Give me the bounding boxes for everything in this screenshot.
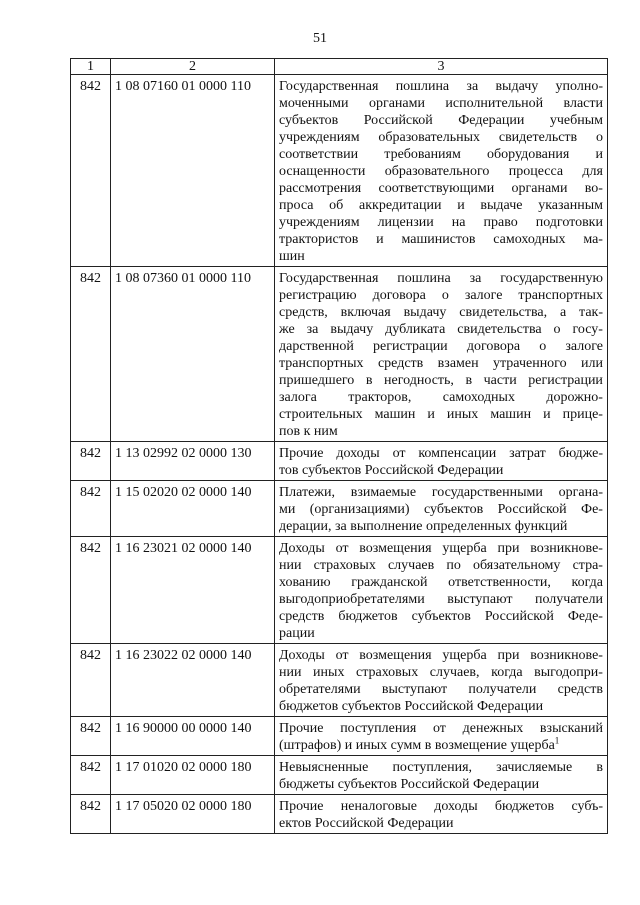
word: так- <box>579 305 603 320</box>
word: и <box>376 232 384 247</box>
word: Платежи, <box>279 485 335 500</box>
word: же <box>279 322 295 337</box>
description-line <box>279 321 603 338</box>
word: поступления, <box>392 760 473 775</box>
word: транспортных <box>279 356 364 371</box>
column-header-3: 3 <box>275 59 608 75</box>
word: получатели <box>468 682 537 697</box>
word: на <box>451 215 466 230</box>
word: госу- <box>572 322 603 337</box>
word: в <box>365 373 373 388</box>
word: Доходы <box>279 648 325 663</box>
word: при <box>497 648 520 663</box>
word: выдачу <box>330 322 374 337</box>
table-row <box>71 756 608 795</box>
word: стра- <box>572 558 603 573</box>
word: о <box>539 339 547 354</box>
word: бюджетов <box>494 799 555 814</box>
word: ответственности, <box>448 575 551 590</box>
table-row <box>71 75 608 267</box>
word: от <box>432 721 446 736</box>
description-cell <box>275 756 608 795</box>
word: средств <box>557 682 603 697</box>
word: пошлина <box>397 271 451 286</box>
word: возмещения <box>359 648 432 663</box>
description-cell <box>275 75 608 267</box>
word: и <box>457 198 465 213</box>
word: средств <box>377 356 424 371</box>
word: машин <box>374 407 416 422</box>
word: при <box>497 541 520 556</box>
description-line <box>279 180 603 197</box>
word: самоходных <box>493 232 566 247</box>
table-body <box>71 75 608 834</box>
word: выгодоприобретателями <box>279 592 425 607</box>
description-line <box>279 557 603 574</box>
word: процесса <box>508 164 564 179</box>
word: в <box>465 373 473 388</box>
budget-code-cell: 1 16 90000 00 0000 140 <box>111 717 275 756</box>
word: субъектов <box>423 502 484 517</box>
word: рассмотрения <box>279 181 362 196</box>
word: исполнительной <box>445 96 544 111</box>
word: нии <box>279 665 302 680</box>
column-header-2: 2 <box>111 59 275 75</box>
table-row <box>71 442 608 481</box>
description-line <box>279 304 603 321</box>
word: Государственная <box>279 79 379 94</box>
admin-code-cell: 842 <box>71 267 111 442</box>
admin-code-cell: 842 <box>71 756 111 795</box>
word: дорожно- <box>546 390 603 405</box>
description-line <box>279 664 603 681</box>
word: Невыясненные <box>279 760 369 775</box>
word: транспортных <box>518 288 603 303</box>
budget-code-cell: 1 17 01020 02 0000 180 <box>111 756 275 795</box>
word: аккредитации <box>359 198 442 213</box>
word: поступления <box>340 721 417 736</box>
word: регистрацию <box>279 288 357 303</box>
word: от <box>392 446 406 461</box>
description-line <box>279 406 603 423</box>
word: иных <box>446 407 479 422</box>
table-row <box>71 267 608 442</box>
word: тракторов, <box>348 390 412 405</box>
word: средств, <box>279 305 328 320</box>
description-line <box>279 146 603 163</box>
word: о <box>553 322 561 337</box>
word: взамен <box>437 356 479 371</box>
budget-code-cell: 1 17 05020 02 0000 180 <box>111 795 275 834</box>
word: субъектов <box>279 113 339 128</box>
word: право <box>483 215 518 230</box>
word: учебным <box>549 113 603 128</box>
footnote-marker: 1 <box>554 735 560 746</box>
word: свидетельства <box>457 322 542 337</box>
description-line: рации <box>279 626 315 641</box>
description-line <box>279 287 603 304</box>
word: Прочие <box>279 721 324 736</box>
word: во- <box>584 181 603 196</box>
description-cell <box>275 537 608 644</box>
word: свидетельств <box>498 130 578 145</box>
revenue-classification-table <box>70 58 608 834</box>
description-line <box>279 608 603 625</box>
word: или <box>580 356 603 371</box>
word: когда <box>491 665 523 680</box>
description-line <box>279 372 603 389</box>
word: свидетельства, <box>459 305 548 320</box>
word: за <box>466 79 479 94</box>
description-line: пов к ним <box>279 424 338 439</box>
word: Доходы <box>279 541 325 556</box>
table-header-row <box>71 59 608 75</box>
word: гражданской <box>351 575 428 590</box>
word: пришедшего <box>279 373 355 388</box>
admin-code-cell: 842 <box>71 717 111 756</box>
word: за <box>469 271 482 286</box>
word: возмещения <box>359 541 432 556</box>
word: Феде- <box>567 609 603 624</box>
word: от <box>335 648 349 663</box>
word: Прочие <box>279 446 324 461</box>
word: органа- <box>558 485 603 500</box>
word: случаев <box>387 558 435 573</box>
description-line <box>279 540 603 557</box>
word: договора <box>466 339 521 354</box>
word: соответствующими <box>378 181 495 196</box>
word: учреждениям <box>279 130 360 145</box>
budget-code-cell: 1 16 23021 02 0000 140 <box>111 537 275 644</box>
description-line <box>279 129 603 146</box>
word: залоге <box>565 339 603 354</box>
admin-code-cell: 842 <box>71 644 111 717</box>
budget-code-cell: 1 13 02992 02 0000 130 <box>111 442 275 481</box>
word: субъ- <box>571 799 603 814</box>
word: о <box>595 130 603 145</box>
description-line: ектов Российской Федерации <box>279 816 454 831</box>
word: уполно- <box>555 79 603 94</box>
word: части <box>483 373 517 388</box>
word: и <box>427 407 435 422</box>
table-row <box>71 717 608 756</box>
admin-code-cell: 842 <box>71 537 111 644</box>
description-line <box>279 759 603 776</box>
admin-code-cell: 842 <box>71 75 111 267</box>
word: органами <box>511 181 568 196</box>
description-line: дерации, за выполнение определенных функций <box>279 519 568 534</box>
description-cell <box>275 795 608 834</box>
column-header-1: 1 <box>71 59 111 75</box>
word: случаев, <box>429 665 480 680</box>
word: за <box>306 322 319 337</box>
word: учреждениям <box>279 215 360 230</box>
table-row <box>71 644 608 717</box>
description-cell <box>275 442 608 481</box>
word: хованию <box>279 575 331 590</box>
description-line <box>279 214 603 231</box>
word: зачисляемые <box>496 760 573 775</box>
word: проса <box>279 198 314 213</box>
word: Прочие <box>279 799 324 814</box>
description-line <box>279 338 603 355</box>
word: обретателями <box>279 682 361 697</box>
description-line <box>279 681 603 698</box>
description-line <box>279 78 603 95</box>
table-row <box>71 795 608 834</box>
description-line: шин <box>279 249 305 264</box>
description-cell <box>275 644 608 717</box>
word: выдачу <box>403 305 447 320</box>
word: нии <box>279 558 302 573</box>
word: а <box>559 305 567 320</box>
word: моченными <box>279 96 349 111</box>
description-line <box>279 95 603 112</box>
description-line <box>279 647 603 664</box>
word: возникнове- <box>530 648 603 663</box>
description-line <box>279 197 603 214</box>
word: и <box>595 147 603 162</box>
word: иных <box>313 665 345 680</box>
description-line <box>279 445 603 462</box>
word: выдачу <box>495 79 539 94</box>
word: Федерации <box>458 113 525 128</box>
word: выступают <box>447 592 513 607</box>
admin-code-cell: 842 <box>71 795 111 834</box>
description-line <box>279 501 603 518</box>
word: лицензии <box>377 215 434 230</box>
description-line <box>279 231 603 248</box>
word: выступают <box>381 682 448 697</box>
word: строительных <box>279 407 363 422</box>
description-line: тов субъектов Российской Федерации <box>279 463 504 478</box>
description-line <box>279 270 603 287</box>
word: страховых <box>356 665 419 680</box>
word: получатели <box>535 592 603 607</box>
description-line <box>279 355 603 372</box>
word: трактористов <box>279 232 359 247</box>
word: средств <box>279 609 325 624</box>
word: ущерба <box>442 648 487 663</box>
description-cell <box>275 481 608 537</box>
word: об <box>329 198 344 213</box>
description-line: бюджетов субъектов Российской Федерации <box>279 699 544 714</box>
word: требованиям <box>384 147 461 162</box>
word: доходы <box>336 446 380 461</box>
word: машин <box>490 407 532 422</box>
word: машинистов <box>401 232 476 247</box>
word: государственными <box>431 485 543 500</box>
word: бюджетов <box>338 609 398 624</box>
word: Российской <box>484 609 554 624</box>
word: бюдже- <box>558 446 603 461</box>
word: образовательных <box>378 130 481 145</box>
word: залоге <box>464 288 503 303</box>
description-line <box>279 112 603 129</box>
word: регистрации <box>528 373 603 388</box>
word: негодность, <box>384 373 454 388</box>
description-line <box>279 574 603 591</box>
admin-code-cell: 842 <box>71 481 111 537</box>
word: государственную <box>500 271 603 286</box>
description-line <box>279 163 603 180</box>
table-row <box>71 537 608 644</box>
description-cell <box>275 267 608 442</box>
word: дубликата <box>385 322 446 337</box>
word: в <box>596 760 603 775</box>
word: включая <box>340 305 391 320</box>
word: регистрации <box>373 339 448 354</box>
word: ущерба <box>442 541 487 556</box>
budget-code-cell: 1 15 02020 02 0000 140 <box>111 481 275 537</box>
word: дарственной <box>279 339 354 354</box>
word: возникнове- <box>530 541 603 556</box>
word: залога <box>279 390 317 405</box>
budget-code-cell: 1 08 07160 01 0000 110 <box>111 75 275 267</box>
word: образовательного <box>384 164 490 179</box>
word: взысканий <box>539 721 603 736</box>
description-line <box>279 484 603 501</box>
word: по <box>446 558 461 573</box>
budget-code-cell: 1 16 23022 02 0000 140 <box>111 644 275 717</box>
word: подготовки <box>535 215 603 230</box>
word: и <box>543 407 551 422</box>
word: самоходных <box>442 390 515 405</box>
word: Фе- <box>581 502 603 517</box>
word: Российской <box>363 113 433 128</box>
description-line <box>279 798 603 815</box>
description-cell <box>275 717 608 756</box>
word: денежных <box>462 721 524 736</box>
word: пошлина <box>395 79 450 94</box>
word: от <box>335 541 349 556</box>
word: оборудования <box>487 147 570 162</box>
table-row <box>71 481 608 537</box>
word: указанным <box>538 198 603 213</box>
word: неналоговые <box>340 799 417 814</box>
description-line <box>279 591 603 608</box>
word: договора <box>372 288 426 303</box>
word: субъектов <box>411 609 471 624</box>
word: компенсации <box>418 446 497 461</box>
page-number: 51 <box>313 31 327 46</box>
word: о <box>441 288 449 303</box>
word: (организациями) <box>309 502 410 517</box>
word: Российской <box>497 502 567 517</box>
description-line: бюджеты субъектов Российской Федерации <box>279 777 540 792</box>
word: утраченного <box>493 356 567 371</box>
description-line <box>279 389 603 406</box>
word: страховых <box>313 558 376 573</box>
word: выгодопри- <box>534 665 603 680</box>
word: органами <box>368 96 425 111</box>
description-line: (штрафов) и иных сумм в возмещение ущерба <box>279 738 555 753</box>
word: Государственная <box>279 271 379 286</box>
word: оснащенности <box>279 164 366 179</box>
word: выдаче <box>480 198 523 213</box>
word: доходы <box>434 799 478 814</box>
admin-code-cell: 842 <box>71 442 111 481</box>
word: прице- <box>562 407 603 422</box>
word: взимаемые <box>350 485 417 500</box>
word: когда <box>571 575 603 590</box>
word: для <box>582 164 603 179</box>
word: ми <box>279 502 296 517</box>
word: затрат <box>509 446 546 461</box>
word: обязательному <box>473 558 561 573</box>
budget-code-cell: 1 08 07360 01 0000 110 <box>111 267 275 442</box>
word: ма- <box>583 232 603 247</box>
word: соответствии <box>279 147 359 162</box>
word: власти <box>563 96 603 111</box>
